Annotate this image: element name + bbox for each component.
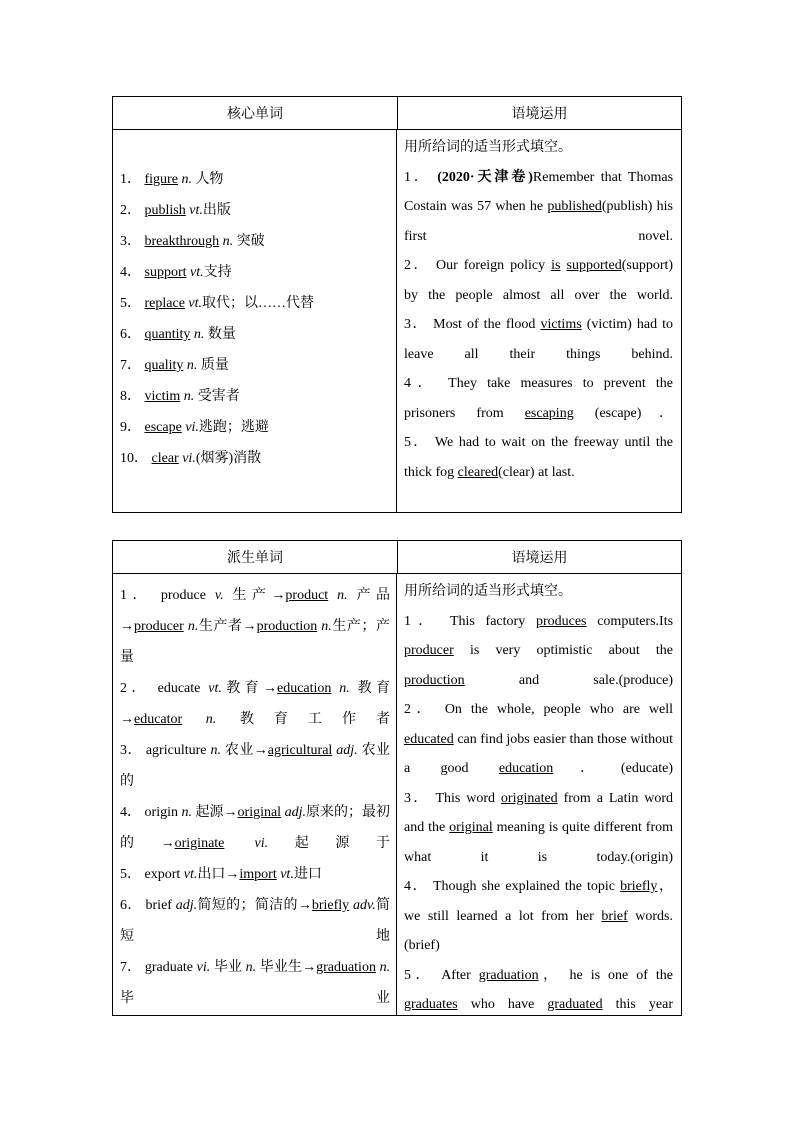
exercise-4: 4． They take measures to prevent the prisoners from escaping (escape)． (404, 376, 674, 421)
header-context-usage: 语境运用 (511, 551, 568, 566)
exercise-1: 1． This factory produces computers.Its producer is very optimistic about the production and sale.(produce) (404, 613, 674, 688)
list-item: 10． clear vi.(烟雾)消散 (120, 451, 262, 466)
header-derived-words: 派生单词 (113, 541, 398, 573)
exercise-2: 2． On the whole, people who are well educated can find jobs easier than those without a good education．(educate) (404, 702, 674, 776)
list-item: 6． brief adj.简短的；简洁的→briefly adv.简短地 (120, 898, 391, 944)
header-context-usage: 语境运用 (511, 107, 568, 122)
list-item: 8． victim n. 受害者 (120, 389, 240, 404)
exercise-3: 3． Most of the flood victims (victim) had to leave all their things behind. (404, 317, 674, 362)
list-item: 3． agriculture n. 农业→agricultural adj. 农业的 (120, 743, 391, 789)
list-item: 4． origin n. 起源→original adj.原来的；最初的→originate vi.起源于 (120, 805, 391, 851)
list-item: 4． support vt.支持 (120, 265, 232, 280)
derived-words-list (113, 574, 397, 1016)
list-item: 1． figure n. 人物 (120, 172, 224, 187)
list-item: 7． graduate vi. 毕业 n. 毕业生→graduation n. 毕业 (120, 960, 391, 1006)
instruction: 用所给词的适当形式填空。 (404, 584, 572, 599)
list-item: 9． escape vi.逃跑；逃避 (120, 420, 269, 435)
context-usage-exercises (397, 574, 681, 1016)
core-words-table (112, 96, 682, 513)
context-usage-exercises (397, 130, 681, 513)
core-words-list (113, 130, 397, 513)
exercise-4: 4． Though she explained the topic briefly， we still learned a lot from her brief words.(brief) (404, 879, 674, 953)
list-item: 5． replace vt.取代；以……代替 (120, 296, 315, 311)
table-header (113, 541, 681, 574)
list-item: 2． educate vt.教育→education n. 教育→educator n. 教育工作者 (120, 681, 391, 727)
exercise-5: 5． We had to wait on the freeway until the thick fog cleared(clear) at last. (404, 435, 674, 480)
list-item: 2． publish vt.出版 (120, 203, 231, 218)
list-item: 5． export vt.出口→import vt.进口 (120, 867, 322, 882)
exercise-3: 3． This word originated from a Latin word and the original meaning is quite different from what it is today.(origin) (404, 790, 674, 865)
exercise-5: 5． After graduation， he is one of the graduates who have graduated this year (404, 967, 674, 1012)
list-item: 7． quality n. 质量 (120, 358, 229, 373)
header-core-words: 核心单词 (113, 97, 398, 129)
list-item: 6． quantity n. 数量 (120, 327, 236, 342)
list-item: 1． produce v. 生产→product n. 产品→producer n.生产者→production n.生产；产量 (120, 588, 391, 665)
instruction: 用所给词的适当形式填空。 (404, 140, 572, 155)
list-item: 3． breakthrough n. 突破 (120, 234, 265, 249)
table-header (113, 97, 681, 130)
exercise-2: 2． Our foreign policy is supported(support) by the people almost all over the world. (404, 258, 674, 303)
derived-words-table (112, 540, 682, 1016)
exercise-1: 1． (2020·天津卷)Remember that Thomas Costain was 57 when he published(publish) his first novel. (404, 169, 674, 244)
